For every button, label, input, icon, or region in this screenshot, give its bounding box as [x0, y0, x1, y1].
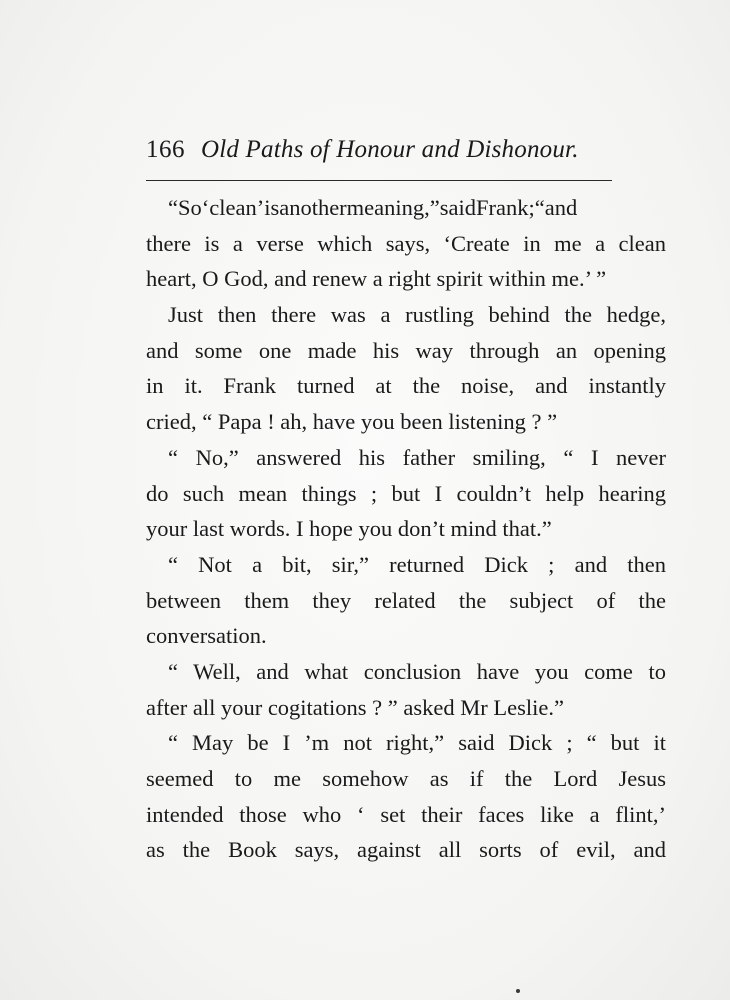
paper-speck [516, 989, 520, 993]
text-line: “ Not a bit, sir,” returned Dick ; and then [168, 551, 666, 577]
text-line: between them they related the subject of the [146, 587, 666, 613]
text-line: your last words. I hope you don’t mind that.” [146, 516, 552, 542]
text-line: “ No,” answered his father smiling, “ I never [168, 444, 666, 470]
running-header [146, 136, 612, 172]
header-rule [146, 180, 612, 181]
text-line: “ May be I ’m not right,” said Dick ; “ but it [168, 730, 666, 756]
text-line: intended those who ‘ set their faces like a flint,’ [146, 801, 666, 827]
text-line: seemed to me somehow as if the Lord Jesus [146, 766, 666, 791]
running-title: Old Paths of Honour and Dishonour. [201, 136, 579, 163]
text-line: in it. Frank turned at the noise, and instantly [146, 373, 666, 399]
text-line: do such mean things ; but I couldn’t help hearing [146, 480, 666, 506]
page-number: 166 [146, 136, 185, 163]
text-line: “ Well, and what conclusion have you come to [168, 658, 666, 684]
text-line: cried, “ Papa ! ah, have you been listening ? ” [146, 409, 558, 435]
text-line: as the Book says, against all sorts of evil, and [146, 837, 666, 863]
text-line: after all your cogitations ? ” asked Mr Leslie.” [146, 694, 564, 720]
text-line: there is a verse which says, ‘Create in me a clean [146, 230, 666, 256]
text-line: heart, O God, and renew a right spirit within me.’ ” [146, 266, 607, 292]
text-line: conversation. [146, 623, 267, 649]
text-line: and some one made his way through an opening [146, 337, 666, 363]
text-line: “So‘clean’isanothermeaning,”saidFrank;“and [168, 195, 578, 220]
text-line: Just then there was a rustling behind the hedge, [168, 302, 666, 328]
body-text [146, 190, 666, 868]
